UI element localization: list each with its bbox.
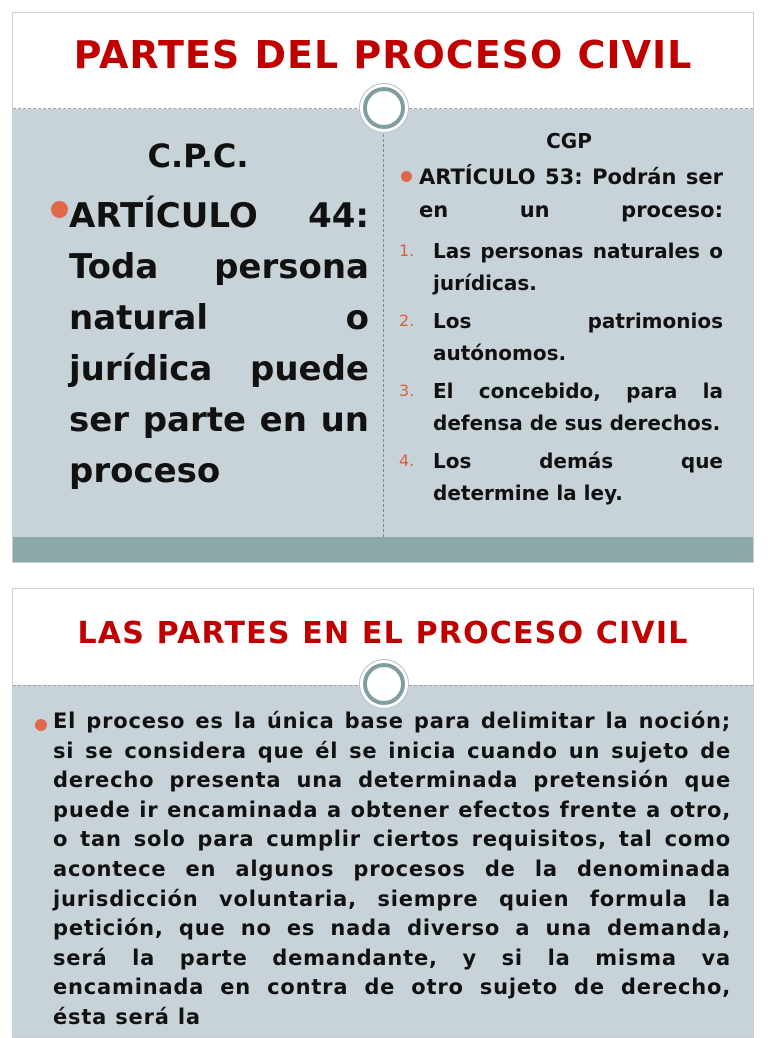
list-item-text: Las personas naturales o jurídicas. <box>433 239 723 295</box>
cgp-article-intro: ARTÍCULO 53: Podrán ser en un proceso: <box>419 165 723 222</box>
list-number: 3. <box>399 381 415 400</box>
body-paragraph: El proceso es la única base para delimitar la noción; si se considera que él se inicia cuando un sujeto de derecho presenta una determinada pretensión que puede ir encaminada a obtener efectos frente a otro, o tan solo para cumplir ciertos requisitos, tal como acontece en algunos procesos de la denominada jurisdicción voluntaria, siempre quien formula la petición, que no es nada diverso a una demanda, será la parte demandante, y si la misma va encaminada en contra de otro sujeto de derecho, ésta será la <box>53 709 731 1029</box>
list-item-text: El concebido, para la defensa de sus derechos. <box>433 379 723 435</box>
list-number: 2. <box>399 311 415 330</box>
bullet-icon <box>35 719 47 731</box>
cgp-heading: CGP <box>546 129 592 153</box>
list-item <box>389 375 723 439</box>
ring-ornament-icon <box>363 87 405 129</box>
cgp-list <box>389 235 723 515</box>
list-item <box>389 445 723 509</box>
cpc-heading: C.P.C. <box>147 137 249 175</box>
bullet-icon <box>401 171 412 182</box>
slide-partes-del-proceso-civil <box>12 12 754 563</box>
list-item <box>389 305 723 369</box>
slide-las-partes-en-el-proceso-civil <box>12 588 754 1038</box>
column-divider <box>383 109 384 537</box>
footer-band <box>13 537 753 563</box>
cpc-article-text: ARTÍCULO 44: Toda persona natural o jurídica puede ser parte en un proceso <box>69 196 369 491</box>
list-item-text: Los patrimonios autónomos. <box>433 309 723 365</box>
list-item <box>389 235 723 299</box>
list-number: 4. <box>399 451 415 470</box>
list-number: 1. <box>399 241 415 260</box>
slide-title: LAS PARTES EN EL PROCESO CIVIL <box>77 616 689 651</box>
list-item-text: Los demás que determine la ley. <box>433 449 723 505</box>
ring-ornament-icon <box>363 663 405 705</box>
slide-title: PARTES DEL PROCESO CIVIL <box>73 33 693 77</box>
bullet-icon <box>51 201 68 218</box>
